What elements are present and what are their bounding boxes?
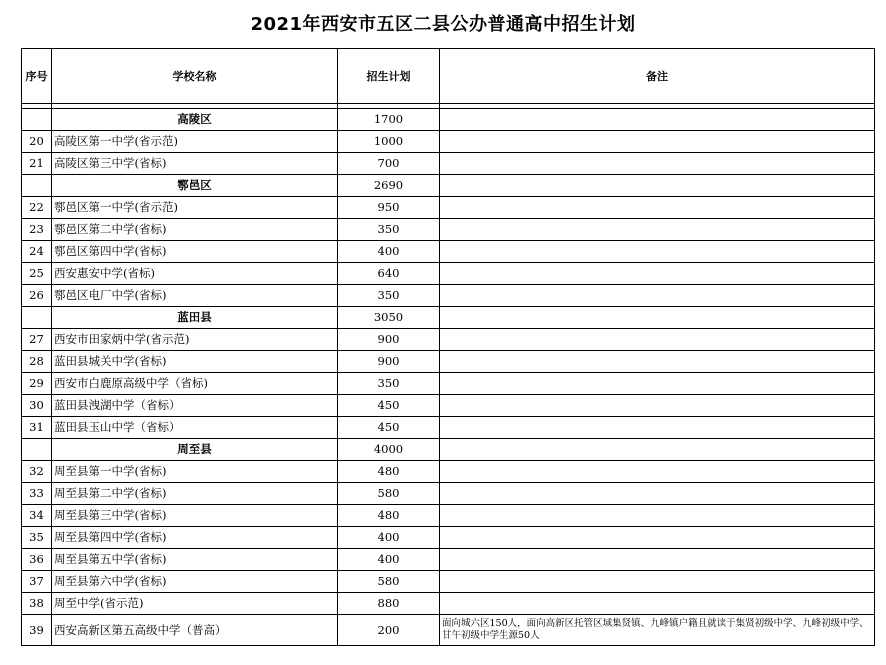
enrollment-plan: 580 [338,483,440,505]
enrollment-plan: 1700 [338,109,440,131]
enrollment-plan: 640 [338,263,440,285]
school-name: 高陵区第三中学(省标) [52,153,338,175]
table-row [22,219,875,241]
table-row [22,549,875,571]
table-row [22,285,875,307]
enrollment-plan: 450 [338,395,440,417]
row-number: 26 [22,285,52,307]
table-row [22,241,875,263]
row-number: 35 [22,527,52,549]
remark [440,307,875,329]
school-name: 蓝田县城关中学(省标) [52,351,338,373]
enrollment-plan: 350 [338,373,440,395]
district-name: 蓝田县 [52,307,338,329]
row-number: 23 [22,219,52,241]
table-row [22,395,875,417]
school-name: 周至县第四中学(省标) [52,527,338,549]
remark [440,241,875,263]
remark [440,285,875,307]
table-header-row [22,49,875,104]
remark [440,395,875,417]
enrollment-plan: 4000 [338,439,440,461]
enrollment-plan: 950 [338,197,440,219]
enrollment-plan: 400 [338,527,440,549]
school-name: 周至县第一中学(省标) [52,461,338,483]
enrollment-plan: 450 [338,417,440,439]
table-row [22,593,875,615]
header-no: 序号 [22,49,52,104]
district-row [22,439,875,461]
enrollment-plan: 400 [338,241,440,263]
table-row [22,461,875,483]
remark [440,351,875,373]
page-title: 2021年西安市五区二县公办普通高中招生计划 [250,14,636,35]
district-name: 周至县 [52,439,338,461]
enrollment-plan: 1000 [338,131,440,153]
table-row [22,571,875,593]
school-name: 蓝田县玉山中学（省标） [52,417,338,439]
remark [440,373,875,395]
table-row [22,505,875,527]
school-name: 鄠邑区第一中学(省示范) [52,197,338,219]
enrollment-plan: 350 [338,285,440,307]
school-name: 高陵区第一中学(省示范) [52,131,338,153]
remark [440,417,875,439]
table-row [22,329,875,351]
row-number: 28 [22,351,52,373]
enrollment-plan: 900 [338,329,440,351]
remark [440,197,875,219]
remark [440,571,875,593]
row-number: 24 [22,241,52,263]
school-name: 周至县第六中学(省标) [52,571,338,593]
table-row [22,197,875,219]
enrollment-plan: 350 [338,219,440,241]
row-number: 27 [22,329,52,351]
table-row [22,615,875,646]
row-number: 20 [22,131,52,153]
enrollment-plan-table [21,48,875,646]
remark [440,549,875,571]
table-row [22,263,875,285]
row-number: 33 [22,483,52,505]
district-row [22,109,875,131]
district-row [22,175,875,197]
remark [440,483,875,505]
table-row [22,527,875,549]
school-name: 西安惠安中学(省标) [52,263,338,285]
row-number: 31 [22,417,52,439]
remark [440,527,875,549]
remark [440,263,875,285]
remark [440,131,875,153]
row-number: 25 [22,263,52,285]
table-row [22,483,875,505]
row-number [22,307,52,329]
row-number: 34 [22,505,52,527]
table-row [22,351,875,373]
school-name: 鄠邑区第二中学(省标) [52,219,338,241]
district-row [22,307,875,329]
school-name: 西安高新区第五高级中学（普高） [52,615,338,646]
enrollment-plan: 580 [338,571,440,593]
row-number: 37 [22,571,52,593]
enrollment-plan: 480 [338,461,440,483]
row-number: 21 [22,153,52,175]
district-name: 高陵区 [52,109,338,131]
header-school: 学校名称 [52,49,338,104]
remark: 面向城六区150人，面向高新区托管区域集贤镇、九峰镇户籍且就读于集贤初级中学、九峰初级中学、甘午初级中学生源50人 [440,615,875,646]
school-name: 鄠邑区电厂中学(省标) [52,285,338,307]
row-number: 32 [22,461,52,483]
remark [440,439,875,461]
school-name: 鄠邑区第四中学(省标) [52,241,338,263]
row-number [22,109,52,131]
remark [440,109,875,131]
table-row [22,131,875,153]
remark [440,461,875,483]
school-name: 周至县第五中学(省标) [52,549,338,571]
enrollment-plan: 2690 [338,175,440,197]
table-row [22,417,875,439]
header-note: 备注 [440,49,875,104]
row-number: 39 [22,615,52,646]
remark [440,153,875,175]
row-number: 30 [22,395,52,417]
enrollment-plan: 900 [338,351,440,373]
remark [440,219,875,241]
row-number: 22 [22,197,52,219]
row-number [22,439,52,461]
enrollment-plan: 3050 [338,307,440,329]
school-name: 周至中学(省示范) [52,593,338,615]
enrollment-plan: 400 [338,549,440,571]
remark [440,329,875,351]
school-name: 周至县第三中学(省标) [52,505,338,527]
enrollment-plan: 480 [338,505,440,527]
row-number: 36 [22,549,52,571]
school-name: 蓝田县洩湖中学（省标） [52,395,338,417]
enrollment-plan: 700 [338,153,440,175]
school-name: 西安市田家炳中学(省示范) [52,329,338,351]
remark [440,175,875,197]
header-plan: 招生计划 [338,49,440,104]
table-row [22,373,875,395]
remark [440,593,875,615]
remark [440,505,875,527]
table-row [22,153,875,175]
school-name: 周至县第二中学(省标) [52,483,338,505]
enrollment-plan: 880 [338,593,440,615]
enrollment-plan: 200 [338,615,440,646]
row-number: 38 [22,593,52,615]
row-number: 29 [22,373,52,395]
row-number [22,175,52,197]
school-name: 西安市白鹿原高级中学（省标) [52,373,338,395]
district-name: 鄠邑区 [52,175,338,197]
